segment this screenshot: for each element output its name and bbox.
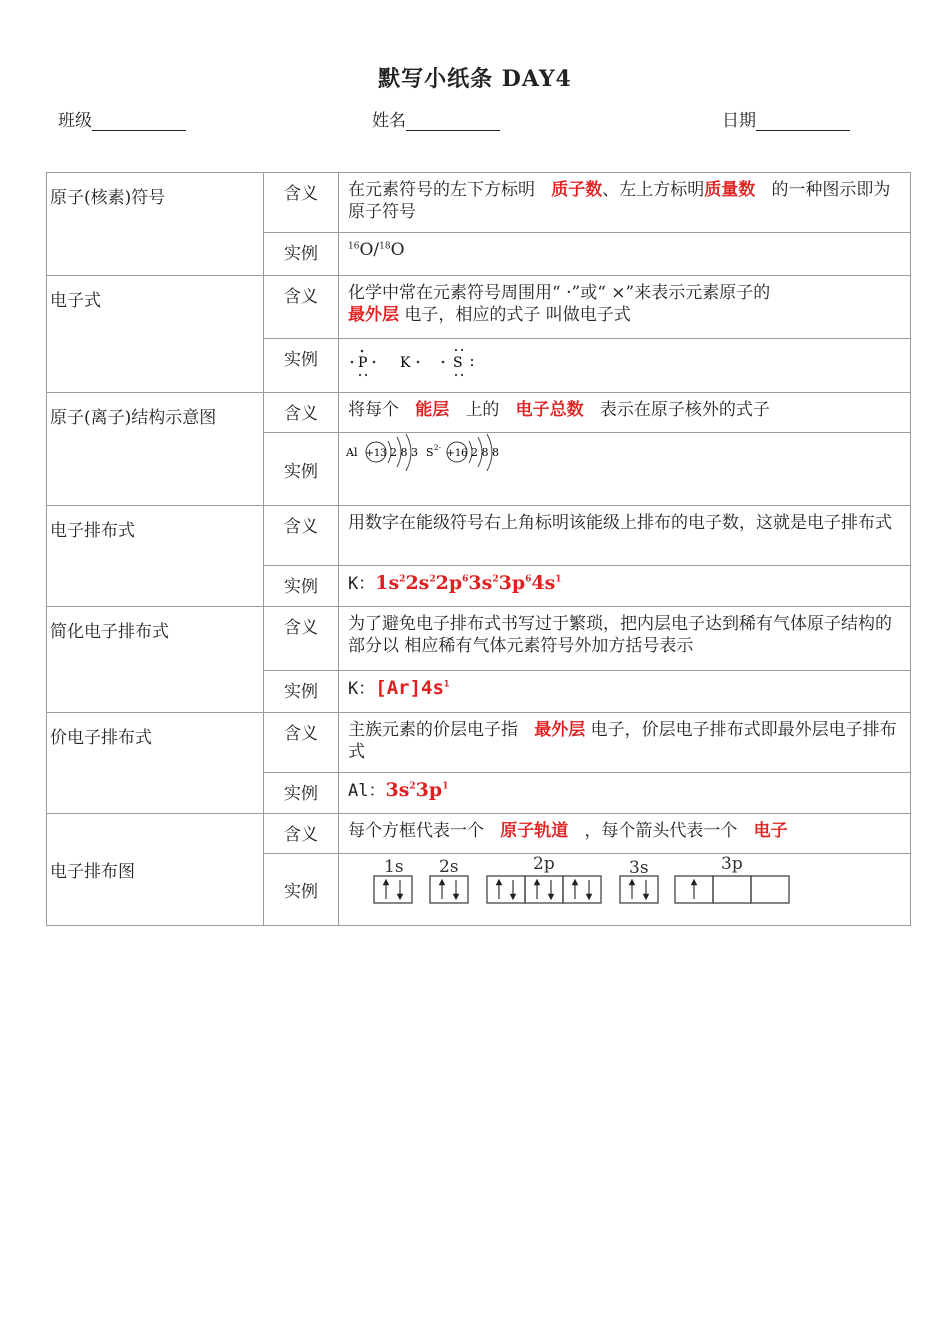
svg-text:S: S	[426, 446, 434, 459]
meaning-label: 含义	[264, 607, 339, 671]
example-cell: Al：$3s^23p^1$	[339, 773, 911, 814]
orbital-diagram	[339, 854, 799, 916]
svg-text:Al: Al	[346, 446, 358, 459]
example-cell: $^{16}$O/$^{18}$O	[339, 233, 911, 276]
term-cell	[47, 173, 264, 276]
meaning-cell: 将每个 能层 上的 电子总数 表示在原子核外的式子	[339, 393, 911, 433]
example-label: 实例	[264, 433, 339, 506]
example-label: 实例	[264, 854, 339, 926]
orbital-box-3p	[713, 876, 751, 903]
orbital-label-1s: 1s	[384, 857, 404, 877]
orbital-box-2s	[430, 876, 468, 903]
meaning-label: 含义	[264, 814, 339, 854]
term-cell	[47, 814, 264, 926]
electron-configuration: $1s^22s^22p^63s^23p^64s^1$	[375, 572, 562, 594]
table-row	[47, 814, 911, 854]
answer-text: 最外层	[534, 720, 586, 740]
term-label: 原子(核素)符号	[50, 188, 166, 208]
orbital-box-2p	[563, 876, 601, 903]
dot-formula-k	[400, 355, 419, 371]
answer-text: 电子	[753, 821, 788, 841]
meaning-cell: 每个方框代表一个 原子轨道 ，每个箭头代表一个 电子	[339, 814, 911, 854]
name-label: 姓名	[372, 111, 406, 131]
term-cell	[47, 506, 264, 607]
svg-text:+16: +16	[446, 448, 468, 459]
svg-text:2 8 8: 2 8 8	[471, 446, 499, 459]
answer-text: 能层	[415, 400, 450, 420]
dot-formula-p	[351, 350, 376, 376]
dot-formula-s	[442, 349, 473, 376]
svg-text:P: P	[358, 355, 368, 371]
answer-text: 质量数	[704, 180, 756, 200]
class-blank[interactable]	[92, 112, 186, 131]
table-row	[47, 276, 911, 339]
term-label: 电子式	[50, 291, 101, 311]
svg-text:2-: 2-	[434, 444, 441, 452]
orbital-label-2s: 2s	[439, 857, 459, 877]
dictation-table	[46, 172, 911, 926]
name-blank[interactable]	[406, 112, 500, 131]
svg-text:K: K	[400, 355, 411, 371]
orbital-box-2p	[525, 876, 563, 903]
orbital-label-3p: 3p	[721, 854, 743, 874]
answer-text: 质子数	[551, 180, 603, 200]
example-label: 实例	[264, 233, 339, 276]
s-ion-diagram	[426, 434, 499, 471]
table-row	[47, 506, 911, 566]
svg-text:2 8 3: 2 8 3	[390, 446, 418, 459]
meaning-cell: 主族元素的价层电子指 最外层 电子，价层电子排布式即最外层电子排布式	[339, 713, 911, 773]
meaning-cell: 用数字在能级符号右上角标明该能级上排布的电子数，这就是电子排布式	[339, 506, 911, 566]
page-title: 默写小纸条 DAY4	[378, 66, 572, 92]
table-row	[47, 713, 911, 773]
atomic-structure-diagrams	[344, 433, 504, 477]
example-cell	[339, 854, 911, 926]
term-label: 原子(离子)结构示意图	[50, 408, 217, 428]
orbital-label-2p: 2p	[533, 854, 555, 874]
example-label: 实例	[264, 339, 339, 393]
meaning-label: 含义	[264, 713, 339, 773]
example-cell: K：$1s^22s^22p^63s^23p^64s^1$	[339, 566, 911, 607]
svg-text:+13: +13	[365, 448, 387, 459]
table-row	[47, 607, 911, 671]
simplified-configuration: $[Ar]4s^1$	[375, 677, 450, 699]
orbital-box-3p	[751, 876, 789, 903]
answer-text: 电子总数	[515, 400, 584, 420]
example-label: 实例	[264, 566, 339, 607]
meaning-label: 含义	[264, 276, 339, 339]
example-label: 实例	[264, 773, 339, 814]
meaning-label: 含义	[264, 173, 339, 233]
example-cell	[339, 339, 911, 393]
example-cell	[339, 433, 911, 506]
example-cell: K：$[Ar]4s^1$	[339, 671, 911, 713]
meaning-cell: 在元素符号的左下方标明 质子数、左上方标明质量数 的一种图示即为原子符号	[339, 173, 911, 233]
orbital-box-2p	[487, 876, 525, 903]
orbital-label-3s: 3s	[629, 858, 649, 878]
term-label: 价电子排布式	[50, 728, 152, 748]
meaning-cell: 为了避免电子排布式书写过于繁琐，把内层电子达到稀有气体原子结构的部分以 相应稀有气体元素符号外加方括号表示	[339, 607, 911, 671]
answer-text: 原子轨道	[500, 821, 569, 841]
class-field	[58, 106, 186, 131]
electron-dot-formulas	[348, 345, 488, 379]
meaning-cell: 化学中常在元素符号周围用“ ·”或“ ×”来表示元素原子的 最外层 电子，相应的式子 叫做电子式	[339, 276, 911, 339]
term-cell	[47, 276, 264, 393]
valence-configuration: $3s^23p^1$	[385, 779, 449, 801]
meaning-label: 含义	[264, 506, 339, 566]
svg-text:S: S	[453, 355, 463, 371]
table-row	[47, 173, 911, 233]
orbital-box-1s	[374, 876, 412, 903]
al-atom-diagram	[345, 434, 418, 471]
term-label: 简化电子排布式	[50, 622, 169, 642]
term-cell	[47, 607, 264, 713]
name-field	[372, 106, 500, 131]
term-label: 电子排布式	[50, 521, 135, 541]
term-cell	[47, 713, 264, 814]
date-label: 日期	[722, 111, 756, 131]
term-cell	[47, 393, 264, 506]
date-blank[interactable]	[756, 112, 850, 131]
class-label: 班级	[58, 111, 92, 131]
term-label: 电子排布图	[50, 862, 135, 882]
example-label: 实例	[264, 671, 339, 713]
date-field	[722, 106, 850, 131]
orbital-box-3s	[620, 876, 658, 903]
meaning-label: 含义	[264, 393, 339, 433]
table-row	[47, 393, 911, 433]
answer-text: 最外层	[348, 305, 399, 325]
